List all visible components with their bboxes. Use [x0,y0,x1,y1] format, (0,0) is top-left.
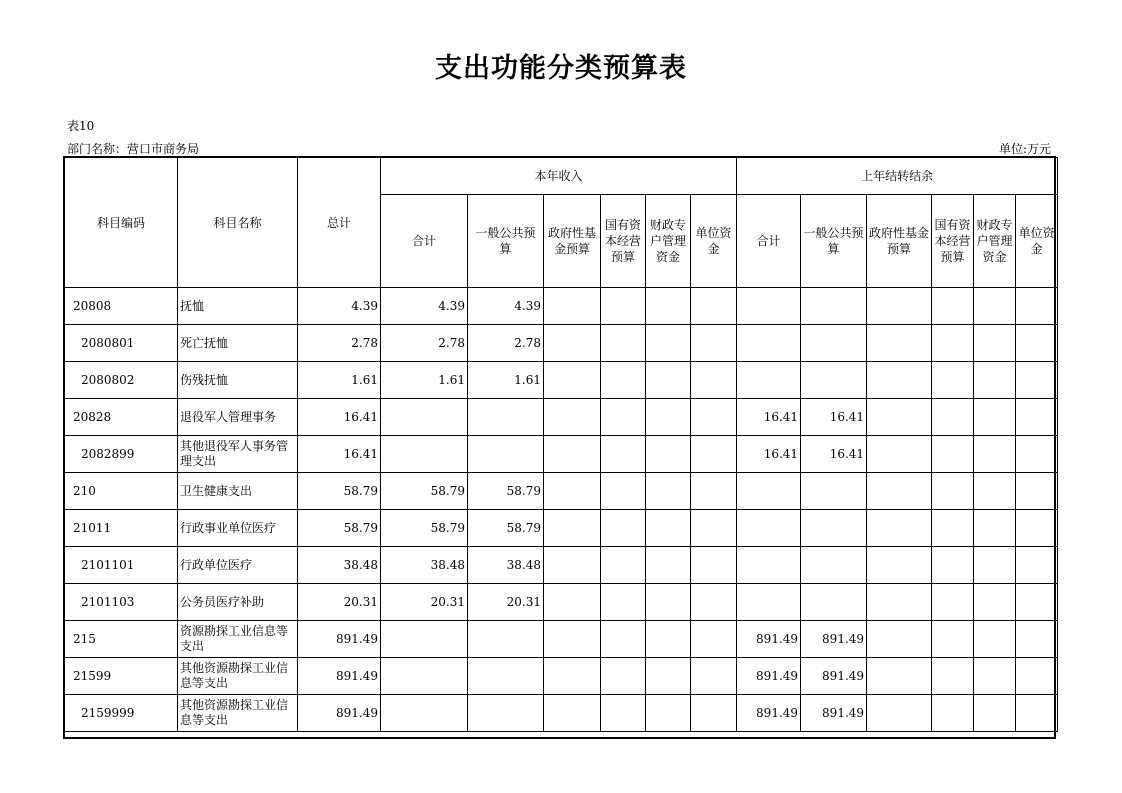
subject-code: 2101101 [65,547,178,584]
department-name: 部门名称：营口市商务局 [67,142,200,156]
header-cur-sum: 合计 [381,195,468,288]
current-income-cell [646,584,691,621]
current-income-cell [646,658,691,695]
current-income-cell [601,584,646,621]
current-income-cell [601,436,646,473]
current-income-cell: 2.78 [381,325,468,362]
current-income-cell: 4.39 [468,288,544,325]
previous-carryover-cell: 891.49 [737,621,801,658]
current-income-cell [691,658,737,695]
current-income-cell [646,325,691,362]
subject-code: 21599 [65,658,178,695]
page-title: 支出功能分类预算表 [435,53,687,84]
current-income-cell [544,584,601,621]
current-income-cell [691,695,737,732]
current-income-cell [601,288,646,325]
previous-carryover-cell [932,473,974,510]
subject-name: 抚恤 [178,288,298,325]
previous-carryover-cell [1016,399,1058,436]
previous-carryover-cell [867,436,932,473]
previous-carryover-cell [801,473,867,510]
previous-carryover-cell [932,362,974,399]
previous-carryover-cell [867,621,932,658]
total-value: 58.79 [298,473,381,510]
previous-carryover-cell [974,399,1016,436]
current-income-cell [381,621,468,658]
previous-carryover-cell [737,510,801,547]
previous-carryover-cell [932,288,974,325]
previous-carryover-cell: 891.49 [801,658,867,695]
header-prev-unit-funds: 单位资金 [1016,195,1058,288]
previous-carryover-cell [801,584,867,621]
subject-code: 210 [65,473,178,510]
previous-carryover-cell [867,547,932,584]
current-income-cell [601,362,646,399]
current-income-cell: 58.79 [381,510,468,547]
total-value: 891.49 [298,695,381,732]
current-income-cell [381,695,468,732]
previous-carryover-cell [1016,621,1058,658]
header-prev-general: 一般公共预算 [801,195,867,288]
total-value: 2.78 [298,325,381,362]
header-cur-unit-funds: 单位资金 [691,195,737,288]
header-cur-general: 一般公共预算 [468,195,544,288]
current-income-cell: 58.79 [381,473,468,510]
previous-carryover-cell [974,436,1016,473]
previous-carryover-cell: 16.41 [737,399,801,436]
previous-carryover-cell [737,584,801,621]
header-current-income: 本年收入 [381,158,737,195]
previous-carryover-cell: 16.41 [737,436,801,473]
subject-name: 资源勘探工业信息等支出 [178,621,298,658]
table-body [65,288,1058,732]
current-income-cell [381,436,468,473]
current-income-cell [544,695,601,732]
total-value: 58.79 [298,510,381,547]
total-value: 20.31 [298,584,381,621]
current-income-cell [468,436,544,473]
table-row [65,621,1058,658]
previous-carryover-cell [974,695,1016,732]
previous-carryover-cell [1016,325,1058,362]
table-row [65,399,1058,436]
current-income-cell [601,695,646,732]
previous-carryover-cell [737,547,801,584]
current-income-cell [646,399,691,436]
unit-label: 单位:万元 [999,142,1052,156]
table-number: 表10 [67,119,95,133]
previous-carryover-cell [737,362,801,399]
current-income-cell: 1.61 [468,362,544,399]
previous-carryover-cell [932,621,974,658]
current-income-cell [691,288,737,325]
total-value: 891.49 [298,658,381,695]
current-income-cell [691,362,737,399]
previous-carryover-cell [801,547,867,584]
current-income-cell [691,621,737,658]
table-row [65,362,1058,399]
previous-carryover-cell [974,362,1016,399]
previous-carryover-cell [801,510,867,547]
table-row [65,547,1058,584]
previous-carryover-cell [1016,658,1058,695]
total-value: 891.49 [298,621,381,658]
previous-carryover-cell [1016,436,1058,473]
previous-carryover-cell [867,658,932,695]
current-income-cell [691,547,737,584]
current-income-cell [468,621,544,658]
previous-carryover-cell [974,510,1016,547]
previous-carryover-cell [867,510,932,547]
current-income-cell: 38.48 [381,547,468,584]
subject-code: 215 [65,621,178,658]
subject-code: 20808 [65,288,178,325]
subject-name: 其他退役军人事务管理支出 [178,436,298,473]
total-value: 4.39 [298,288,381,325]
table-row [65,288,1058,325]
current-income-cell [691,399,737,436]
current-income-cell [646,473,691,510]
current-income-cell [544,399,601,436]
previous-carryover-cell [801,288,867,325]
current-income-cell [646,436,691,473]
table-row [65,325,1058,362]
previous-carryover-cell [867,288,932,325]
previous-carryover-cell [932,325,974,362]
previous-carryover-cell [932,658,974,695]
current-income-cell [544,288,601,325]
previous-carryover-cell [867,362,932,399]
previous-carryover-cell: 891.49 [737,658,801,695]
previous-carryover-cell [737,288,801,325]
current-income-cell [646,621,691,658]
current-income-cell: 38.48 [468,547,544,584]
previous-carryover-cell [932,584,974,621]
previous-carryover-cell [867,695,932,732]
previous-carryover-cell [801,362,867,399]
current-income-cell [646,547,691,584]
current-income-cell [544,510,601,547]
previous-carryover-cell [867,584,932,621]
subject-name: 死亡抚恤 [178,325,298,362]
header-cur-fund: 政府性基金预算 [544,195,601,288]
current-income-cell [646,362,691,399]
subject-name: 行政单位医疗 [178,547,298,584]
current-income-cell [544,658,601,695]
previous-carryover-cell: 16.41 [801,399,867,436]
previous-carryover-cell [932,510,974,547]
current-income-cell [691,510,737,547]
previous-carryover-cell [932,547,974,584]
current-income-cell [646,288,691,325]
table-row [65,658,1058,695]
header-previous-carryover: 上年结转结余 [737,158,1058,195]
previous-carryover-cell [801,325,867,362]
subject-name: 其他资源勘探工业信息等支出 [178,695,298,732]
previous-carryover-cell [1016,584,1058,621]
previous-carryover-cell [737,473,801,510]
header-name: 科目名称 [178,158,298,288]
subject-code: 21011 [65,510,178,547]
previous-carryover-cell [1016,362,1058,399]
total-value: 1.61 [298,362,381,399]
current-income-cell [691,584,737,621]
current-income-cell: 1.61 [381,362,468,399]
previous-carryover-cell: 891.49 [801,621,867,658]
previous-carryover-cell: 16.41 [801,436,867,473]
subject-name: 其他资源勘探工业信息等支出 [178,658,298,695]
previous-carryover-cell [974,325,1016,362]
current-income-cell [646,695,691,732]
previous-carryover-cell [1016,695,1058,732]
previous-carryover-cell [974,584,1016,621]
previous-carryover-cell [1016,288,1058,325]
previous-carryover-cell [974,658,1016,695]
budget-table [64,157,1058,732]
previous-carryover-cell [974,621,1016,658]
header-prev-sum: 合计 [737,195,801,288]
current-income-cell [646,510,691,547]
subject-code: 2101103 [65,584,178,621]
header-code: 科目编码 [65,158,178,288]
subject-name: 卫生健康支出 [178,473,298,510]
subject-code: 20828 [65,399,178,436]
current-income-cell: 2.78 [468,325,544,362]
previous-carryover-cell [974,547,1016,584]
current-income-cell [544,362,601,399]
total-value: 16.41 [298,436,381,473]
subject-code: 2080802 [65,362,178,399]
previous-carryover-cell [867,399,932,436]
current-income-cell [544,325,601,362]
header-prev-fund: 政府性基金预算 [867,195,932,288]
current-income-cell: 20.31 [468,584,544,621]
current-income-cell [544,473,601,510]
header-cur-state-capital: 国有资本经营预算 [601,195,646,288]
total-value: 16.41 [298,399,381,436]
subject-name: 伤残抚恤 [178,362,298,399]
current-income-cell: 58.79 [468,473,544,510]
subject-name: 公务员医疗补助 [178,584,298,621]
current-income-cell: 20.31 [381,584,468,621]
table-row [65,695,1058,732]
previous-carryover-cell [867,325,932,362]
current-income-cell: 58.79 [468,510,544,547]
subject-code: 2080801 [65,325,178,362]
previous-carryover-cell [867,473,932,510]
current-income-cell [601,325,646,362]
current-income-cell [544,436,601,473]
previous-carryover-cell [1016,510,1058,547]
current-income-cell [601,658,646,695]
previous-carryover-cell [974,288,1016,325]
current-income-cell [691,436,737,473]
current-income-cell [601,473,646,510]
subject-code: 2082899 [65,436,178,473]
current-income-cell [601,510,646,547]
previous-carryover-cell: 891.49 [801,695,867,732]
current-income-cell [601,547,646,584]
subject-name: 行政事业单位医疗 [178,510,298,547]
previous-carryover-cell [974,473,1016,510]
table-row [65,584,1058,621]
previous-carryover-cell [1016,547,1058,584]
current-income-cell [544,621,601,658]
previous-carryover-cell: 891.49 [737,695,801,732]
table-row [65,473,1058,510]
current-income-cell [544,547,601,584]
current-income-cell: 4.39 [381,288,468,325]
previous-carryover-cell [932,436,974,473]
current-income-cell [381,658,468,695]
current-income-cell [468,399,544,436]
header-prev-state-capital: 国有资本经营预算 [932,195,974,288]
previous-carryover-cell [737,325,801,362]
header-cur-special-account: 财政专户管理资金 [646,195,691,288]
current-income-cell [468,658,544,695]
current-income-cell [601,621,646,658]
total-value: 38.48 [298,547,381,584]
previous-carryover-cell [932,399,974,436]
header-prev-special-account: 财政专户管理资金 [974,195,1016,288]
previous-carryover-cell [932,695,974,732]
table-row [65,436,1058,473]
subject-name: 退役军人管理事务 [178,399,298,436]
current-income-cell [381,399,468,436]
header-total: 总计 [298,158,381,288]
current-income-cell [691,473,737,510]
subject-code: 2159999 [65,695,178,732]
current-income-cell [468,695,544,732]
previous-carryover-cell [1016,473,1058,510]
table-row [65,510,1058,547]
current-income-cell [601,399,646,436]
current-income-cell [691,325,737,362]
